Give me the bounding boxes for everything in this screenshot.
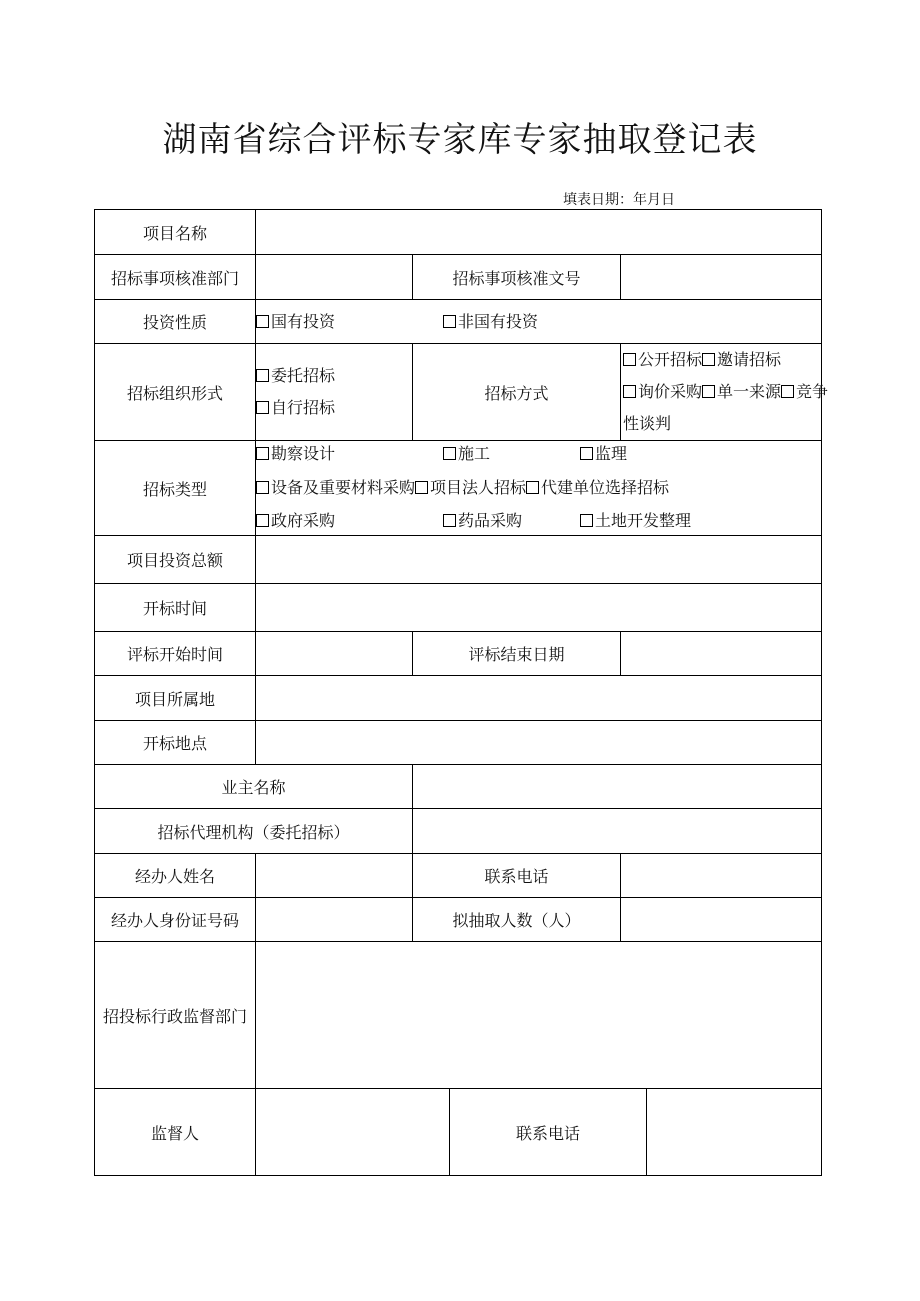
label-eval-start: 评标开始时间 (95, 632, 256, 676)
label-method: 招标方式 (413, 344, 621, 441)
registration-form (94, 209, 829, 1176)
field-supervisor-phone[interactable] (647, 1089, 822, 1176)
label-handler-id: 经办人身份证号码 (95, 898, 256, 942)
label-contact-phone: 联系电话 (413, 854, 621, 898)
field-agency[interactable] (413, 809, 822, 854)
label-owner-name: 业主名称 (95, 765, 413, 809)
option-competitive-cont: 性谈判 (623, 414, 672, 433)
option-land-development: 土地开发整理 (595, 511, 692, 530)
option-equipment: 设备及重要材料采购 (271, 478, 416, 497)
checkbox-agent-construction[interactable] (526, 481, 539, 494)
investment-options (256, 300, 822, 344)
option-agent-construction: 代建单位选择招标 (541, 478, 670, 497)
checkbox-legal-person[interactable] (415, 481, 428, 494)
checkbox-inquiry[interactable] (623, 385, 636, 398)
option-drug-procurement: 药品采购 (458, 511, 523, 530)
checkbox-invited-tender[interactable] (702, 353, 715, 366)
label-project-location: 项目所属地 (95, 676, 256, 721)
option-competitive: 竞争 (796, 382, 829, 401)
field-project-location[interactable] (256, 676, 822, 721)
field-approval-doc[interactable] (621, 255, 822, 300)
field-total-investment[interactable] (256, 536, 822, 584)
option-state-owned: 国有投资 (271, 311, 336, 331)
field-contact-phone[interactable] (621, 854, 822, 898)
label-supervisor-phone: 联系电话 (450, 1089, 647, 1176)
field-handler-id[interactable] (256, 898, 413, 942)
option-survey-design: 勘察设计 (271, 444, 336, 463)
field-bid-open-place[interactable] (256, 721, 822, 765)
field-bid-open-time[interactable] (256, 584, 822, 632)
label-org-form: 招标组织形式 (95, 344, 256, 441)
org-options (256, 344, 413, 441)
label-bid-open-time: 开标时间 (95, 584, 256, 632)
option-self: 自行招标 (271, 398, 336, 417)
field-project-name[interactable] (256, 210, 822, 255)
checkbox-land-development[interactable] (580, 514, 593, 527)
field-approval-dept[interactable] (256, 255, 413, 300)
method-options (621, 344, 829, 441)
option-construction: 施工 (458, 444, 491, 463)
option-gov-procurement: 政府采购 (271, 511, 336, 530)
label-investment-nature: 投资性质 (95, 300, 256, 344)
field-supervisor[interactable] (256, 1089, 450, 1176)
checkbox-construction[interactable] (443, 447, 456, 460)
option-legal-person: 项目法人招标 (430, 478, 527, 497)
checkbox-open-tender[interactable] (623, 353, 636, 366)
label-agency: 招标代理机构（委托招标） (95, 809, 413, 854)
field-eval-start[interactable] (256, 632, 413, 676)
option-open-tender: 公开招标 (638, 350, 703, 369)
type-options (256, 441, 822, 536)
checkbox-drug-procurement[interactable] (443, 514, 456, 527)
checkbox-equipment[interactable] (256, 481, 269, 494)
field-handler-name[interactable] (256, 854, 413, 898)
option-entrusted: 委托招标 (271, 366, 336, 385)
page-title: 湖南省综合评标专家库专家抽取登记表 (162, 120, 758, 160)
checkbox-survey-design[interactable] (256, 447, 269, 460)
checkbox-self[interactable] (256, 401, 269, 414)
option-invited-tender: 邀请招标 (717, 350, 782, 369)
label-tender-type: 招标类型 (95, 441, 256, 536)
label-expert-count: 拟抽取人数（人） (413, 898, 621, 942)
checkbox-non-state-owned[interactable] (443, 315, 456, 328)
option-single-source: 单一来源 (717, 382, 782, 401)
label-supervisor: 监督人 (95, 1089, 256, 1176)
checkbox-competitive[interactable] (781, 385, 794, 398)
label-approval-doc: 招标事项核准文号 (413, 255, 621, 300)
field-owner-name[interactable] (413, 765, 822, 809)
label-supervision-dept: 招投标行政监督部门 (95, 942, 256, 1089)
fill-date: 填表日期：年月日 (563, 192, 675, 208)
checkbox-supervision[interactable] (580, 447, 593, 460)
checkbox-entrusted[interactable] (256, 369, 269, 382)
label-eval-end: 评标结束日期 (413, 632, 621, 676)
option-inquiry: 询价采购 (638, 382, 703, 401)
label-approval-dept: 招标事项核准部门 (95, 255, 256, 300)
label-handler-name: 经办人姓名 (95, 854, 256, 898)
option-non-state-owned: 非国有投资 (458, 311, 539, 331)
field-eval-end[interactable] (621, 632, 822, 676)
option-supervision: 监理 (595, 444, 628, 463)
field-supervision-dept[interactable] (256, 942, 822, 1089)
checkbox-state-owned[interactable] (256, 315, 269, 328)
checkbox-single-source[interactable] (702, 385, 715, 398)
label-project-name: 项目名称 (95, 210, 256, 255)
field-expert-count[interactable] (621, 898, 822, 942)
checkbox-gov-procurement[interactable] (256, 514, 269, 527)
label-bid-open-place: 开标地点 (95, 721, 256, 765)
label-total-investment: 项目投资总额 (95, 536, 256, 584)
